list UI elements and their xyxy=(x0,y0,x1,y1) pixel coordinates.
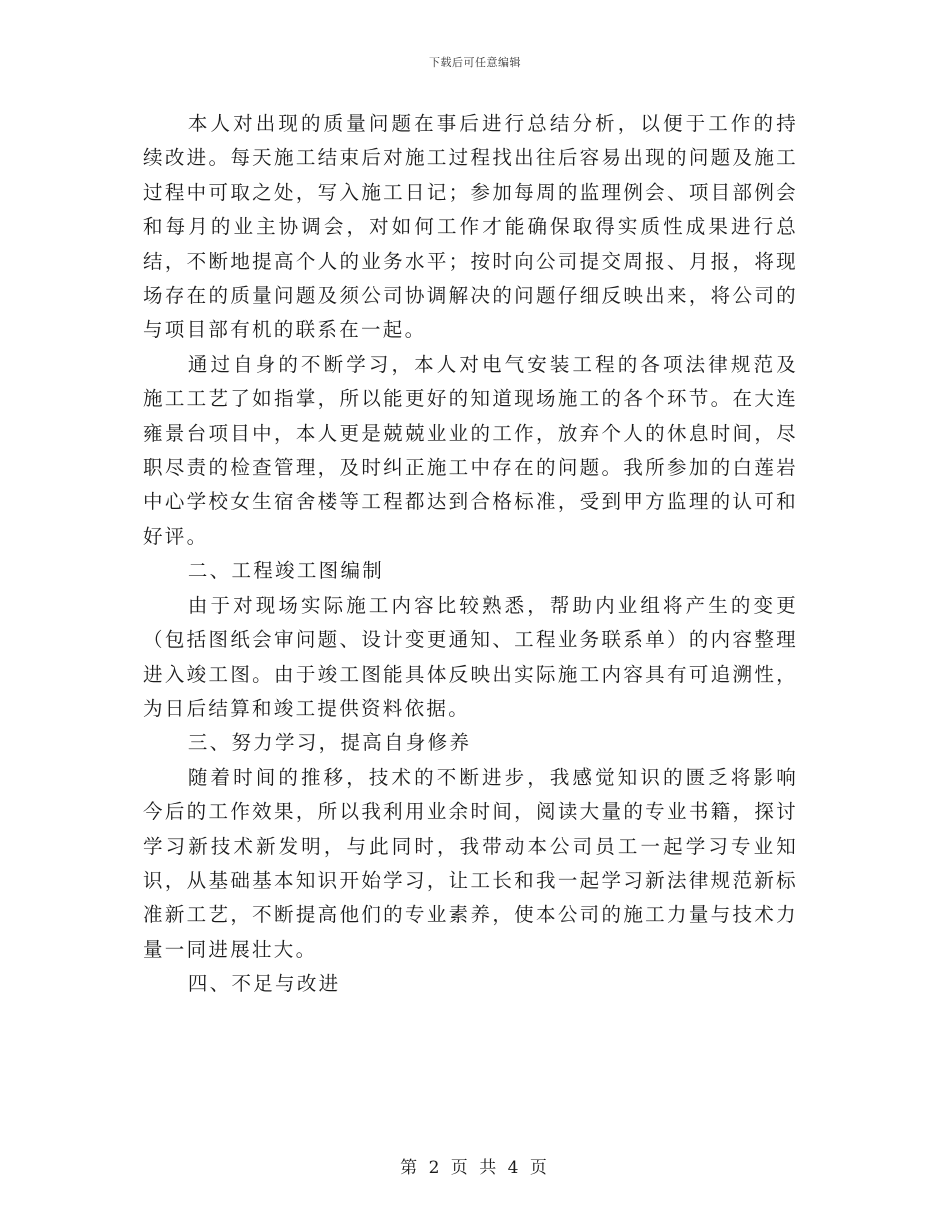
download-note: 下载后可任意编辑 xyxy=(429,56,521,69)
section-heading-as-built-drawings: 二、工程竣工图编制 xyxy=(187,559,385,583)
paragraph-as-built-drawings: 由于对现场实际施工内容比较熟悉，帮助内业组将产生的变更（包括图纸会审问题、设计变更通知、工程业务联系单）的内容整理进入竣工图。由于竣工图能具体反映出实际施工内容具有可追溯性，为日后结算和竣工提供资料依据。 xyxy=(143,593,798,720)
document-body xyxy=(143,107,798,1002)
section-heading-learning: 三、努力学习，提高自身修养 xyxy=(187,731,472,755)
section-heading-shortcomings: 四、不足与改进 xyxy=(187,972,341,996)
paragraph-quality-review: 本人对出现的质量问题在事后进行总结分析，以便于工作的持续改进。每天施工结束后对施工过程找出往后容易出现的问题及施工过程中可取之处，写入施工日记；参加每周的监理例会、项目部例会和每月的业主协调会，对如何工作才能确保取得实质性成果进行总结，不断地提高个人的业务水平；按时向公司提交周报、月报，将现场存在的质量问题及须公司协调解决的问题仔细反映出来，将公司的与项目部有机的联系在一起。 xyxy=(143,112,798,342)
page-number: 第 2 页 共 4 页 xyxy=(400,1158,550,1178)
paragraph-self-study: 通过自身的不断学习，本人对电气安装工程的各项法律规范及施工工艺了如指掌，所以能更好的知道现场施工的各个环节。在大连雍景台项目中，本人更是兢兢业业的工作，放弃个人的休息时间，尽职尽责的检查管理，及时纠正施工中存在的问题。我所参加的白莲岩中心学校女生宿舍楼等工程都达到合格标准，受到甲方监理的认可和好评。 xyxy=(143,352,798,548)
paragraph-learning: 随着时间的推移，技术的不断进步，我感觉知识的匮乏将影响今后的工作效果，所以我利用业余时间，阅读大量的专业书籍，探讨学习新技术新发明，与此同时，我带动本公司员工一起学习专业知识，从基础基本知识开始学习，让工长和我一起学习新法律规范新标准新工艺，不断提高他们的专业素养，使本公司的施工力量与技术力量一同进展壮大。 xyxy=(143,765,798,961)
